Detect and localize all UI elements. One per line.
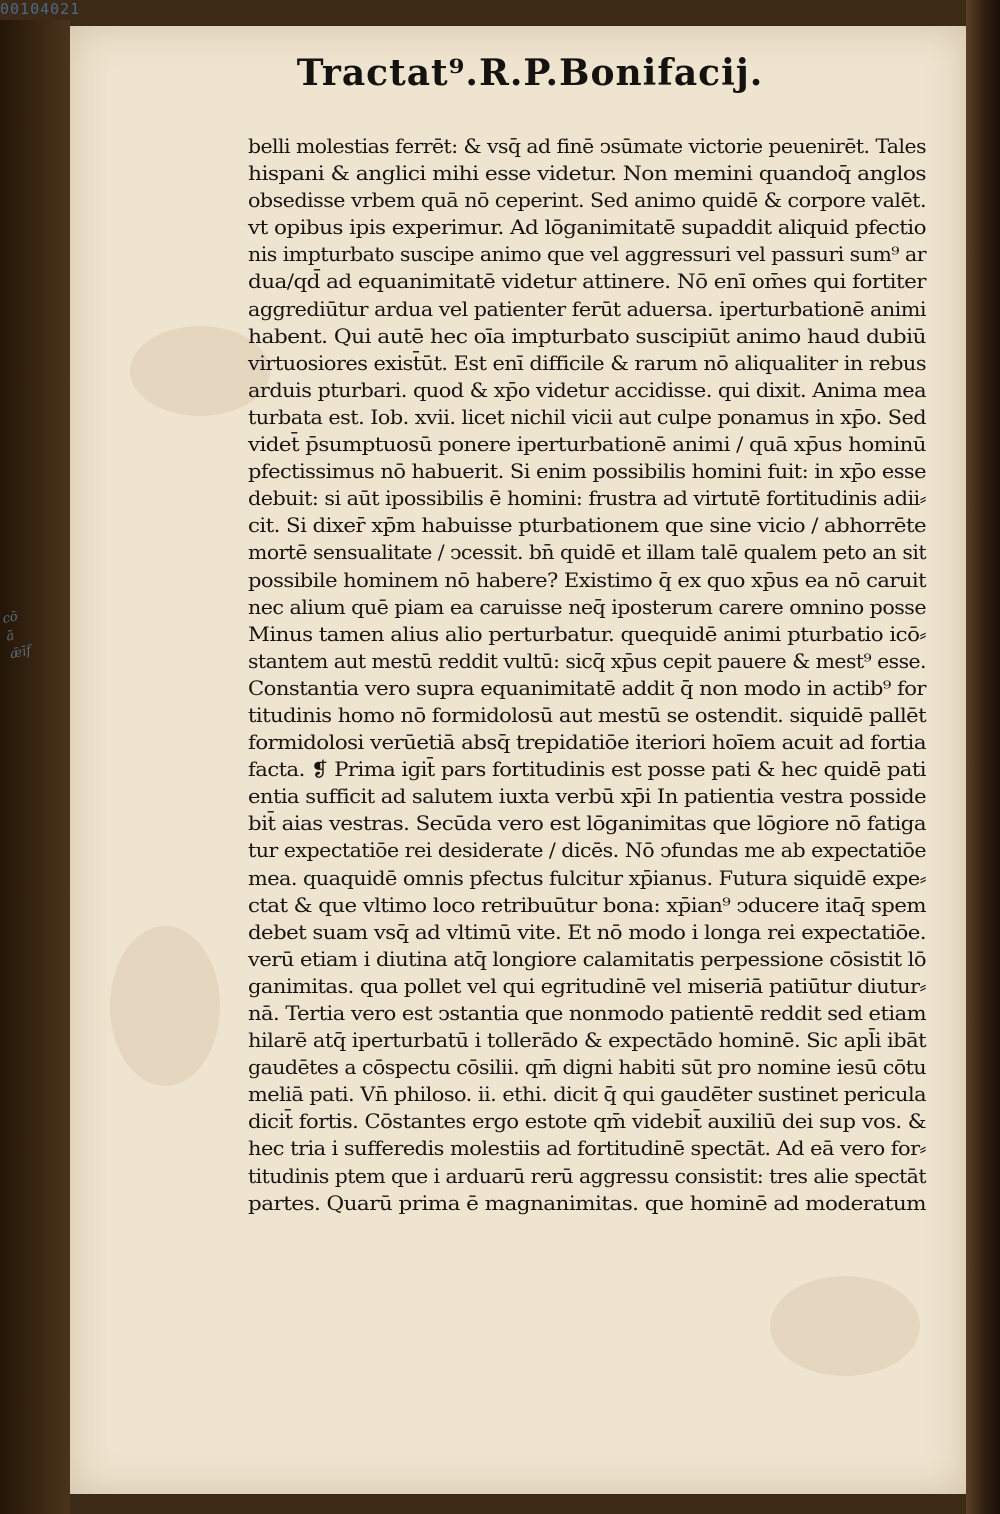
text-line: hispani & anglici mihi esse videtur. Non memini quandoq̄ anglos: [248, 162, 926, 186]
text-line: nis impturbato suscipe animo que vel aggressuri vel passuri sum⁹ ar: [248, 243, 926, 267]
text-line: ctat & que vltimo loco retribuūtur bona: xp̄ian⁹ ↄducere itaq̄ spem: [248, 893, 926, 917]
margin-annotation-line: cō: [1, 609, 20, 628]
text-line: formidolosi verūetiā absq̄ trepidatiōe iteriori hoīem acuit ad fortia: [248, 731, 926, 755]
text-line: pfectissimus nō habuerit. Si enim possibilis homini fuit: in xp̄o esse: [248, 460, 926, 484]
text-line: ganimitas. qua pollet vel qui egritudinē vel miseriā patiūtur diutur⸗: [248, 974, 926, 998]
text-line: hec tria i sufferedis molestiis ad fortitudinē spectāt. Ad eā vero for⸗: [248, 1137, 926, 1161]
text-line: meliā pati. Vn̄ philoso. ii. ethi. dicit q̄ qui gaudēter sustinet pericula: [248, 1083, 926, 1107]
text-line: hilarē atq̄ iperturbatū i tollerādo & expectādo hominē. Sic apl̄i ibāt: [248, 1029, 926, 1053]
text-line: mortē sensualitate / ↄcessit. bn̄ quidē et illam talē qualem peto an sit: [248, 541, 926, 565]
text-line: titudinis ptem que i arduarū rerū aggressu consistit: tres alie spectāt: [248, 1164, 926, 1188]
text-line: turbata est. Iob. xvii. licet nichil vicii aut culpe ponamus in xp̄o. Sed: [248, 405, 926, 429]
text-line: entia sufficit ad salutem iuxta verbū xp̄i In patientia vestra posside: [248, 785, 926, 809]
text-line: Minus tamen alius alio perturbatur. quequidē animi pturbatio icō⸗: [248, 622, 926, 646]
paper-stain: [770, 1276, 920, 1376]
text-line: virtuosiores exist̄ūt. Est enī difficile & rarum nō aliqualiter in rebus: [248, 351, 926, 375]
text-line: mea. quaquidē omnis pfectus fulcitur xp̄ianus. Futura siquidē expe⸗: [248, 866, 926, 890]
text-line: gaudētes a cōspectu cōsilii. qm̄ digni habiti sūt pro nomine iesū cōtu: [248, 1056, 926, 1080]
text-line: arduis pturbari. quod & xp̄o videtur accidisse. qui dixit. Anima mea: [248, 378, 926, 402]
text-line: tur expectatiōe rei desiderate / dicēs. Nō ↄfundas me ab expectatiōe: [248, 839, 926, 863]
text-line: habent. Qui autē hec oīa impturbato suscipiūt animo haud dubiū: [248, 324, 926, 348]
text-line: vt opibus ipis experimur. Ad lōganimitatē supaddit aliquid pfectio: [248, 216, 926, 240]
margin-annotation-line: ǣīf: [8, 643, 33, 663]
binding-shadow-left: [0, 20, 70, 1514]
text-line: dicit̄ fortis. Cōstantes ergo estote qm̄ videbit̄ auxiliū dei sup vos. &: [248, 1110, 926, 1134]
text-line: possibile hominem nō habere? Existimo q̄ ex quo xp̄us ea nō caruit: [248, 568, 926, 592]
text-line: cit. Si dixer̄ xp̄m habuisse pturbationem que sine vicio / abhorrēte: [248, 514, 926, 538]
text-line: Constantia vero supra equanimitatē addit q̄ non modo in actib⁹ for: [248, 676, 926, 700]
text-line: facta. ❡ Prima igit̄ pars fortitudinis est posse pati & hec quidē pati: [248, 758, 926, 782]
margin-annotation-line: ā̄: [4, 628, 16, 645]
paper-stain: [110, 926, 220, 1086]
text-line: bit̄ aias vestras. Secūda vero est lōganimitas que lōgiore nō fatiga: [248, 812, 926, 836]
text-line: belli molestias ferrēt: & vsq̄ ad finē ↄsūmate victorie peuenirēt. Tales: [248, 135, 926, 158]
text-line: titudinis homo nō formidolosū aut mestū se ostendit. siquidē pallēt: [248, 703, 926, 727]
text-line: debet suam vsq̄ ad vltimū vite. Et nō modo i longa rei expectatiōe.: [248, 920, 926, 944]
running-header: Tractat⁹.R.P.Bonifacij.: [296, 52, 764, 94]
text-line: aggrediūtur ardua vel patienter ferūt aduersa. iperturbationē animi: [248, 297, 926, 321]
text-line: videt̄ p̄sumptuosū ponere iperturbationē animi / quā xp̄us hominū: [248, 433, 927, 457]
text-line: obsedisse vrbem quā nō ceperint. Sed animo quidē & corpore valēt.: [248, 189, 926, 213]
text-line: debuit: si aūt ipossibilis ē homini: frustra ad virtutē fortitudinis adii⸗: [248, 487, 926, 511]
text-line: nā. Tertia vero est ↄstantia que nonmodo patientē reddit sed etiam: [248, 1002, 926, 1025]
text-line: verū etiam i diutina atq̄ longiore calamitatis perpessione cōsistit lō: [248, 947, 926, 971]
scan-id-label: 00104021: [0, 0, 81, 18]
text-line: nec alium quē piam ea caruisse neq̄ iposterum carere omnino posse: [248, 595, 926, 619]
margin-annotation: [1, 600, 67, 664]
body-text: [248, 133, 928, 1217]
text-line: stantem aut mestū reddit vultū: sicq̄ xp̄us cepit pauere & mest⁹ esse.: [248, 649, 926, 673]
text-line: dua/qd̄ ad equanimitatē videtur attinere. Nō enī om̄es qui fortiter: [248, 270, 926, 294]
text-line: partes. Quarū prima ē magnanimitas. que hominē ad moderatum: [248, 1191, 926, 1215]
